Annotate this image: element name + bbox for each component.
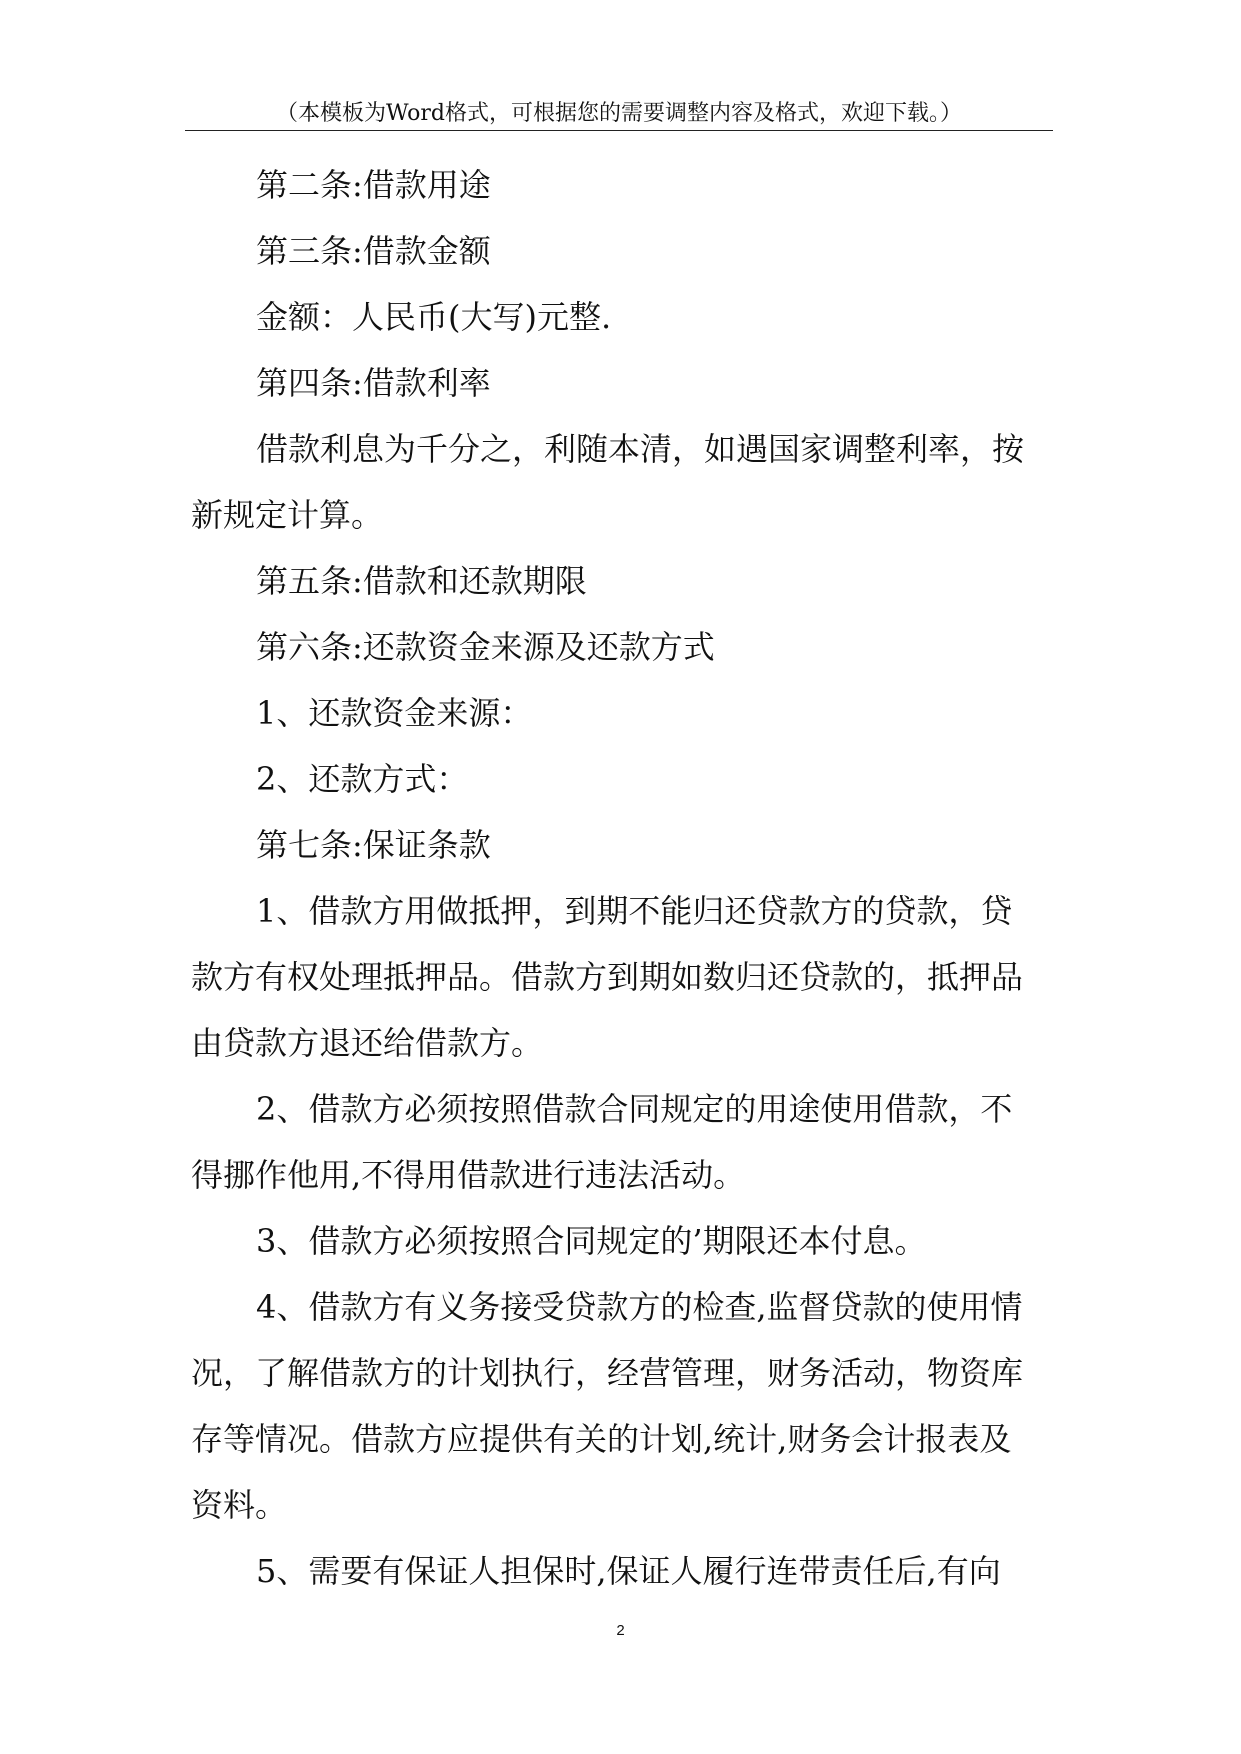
page-number: 2 <box>616 1622 625 1639</box>
clause-1-line: 1、借款方用做抵押，到期不能归还贷款方的贷款，贷 <box>256 892 1013 930</box>
article-3-heading: 第三条:借款金额 <box>256 232 491 270</box>
article-5-heading: 第五条:借款和还款期限 <box>256 562 587 600</box>
article-6-heading: 第六条:还款资金来源及还款方式 <box>256 628 715 666</box>
clause-1-line: 款方有权处理抵押品。借款方到期如数归还贷款的，抵押品 <box>191 958 1024 996</box>
clause-3-line: 3、借款方必须按照合同规定的’期限还本付息。 <box>256 1222 927 1260</box>
clause-4-line: 况，了解借款方的计划执行，经营管理，财务活动，物资库 <box>191 1354 1024 1392</box>
article-4-heading: 第四条:借款利率 <box>256 364 491 402</box>
clause-1-line: 由贷款方退还给借款方。 <box>191 1024 544 1062</box>
clause-4-line: 资料。 <box>191 1486 288 1524</box>
clause-4-line: 存等情况。借款方应提供有关的计划,统计,财务会计报表及 <box>191 1420 1012 1458</box>
article-7-heading: 第七条:保证条款 <box>256 826 491 864</box>
repayment-source-item: 1、还款资金来源： <box>256 694 533 732</box>
interest-paragraph-line: 新规定计算。 <box>191 496 384 534</box>
repayment-method-item: 2、还款方式： <box>256 760 469 798</box>
clause-5-line: 5、需要有保证人担保时,保证人履行连带责任后,有向 <box>256 1552 1001 1590</box>
amount-line: 金额：人民币(大写)元整. <box>256 298 612 336</box>
clause-2-line: 2、借款方必须按照借款合同规定的用途使用借款，不 <box>256 1090 1013 1128</box>
header-divider <box>185 130 1053 131</box>
interest-paragraph-line: 借款利息为千分之，利随本清，如遇国家调整利率，按 <box>256 430 1025 468</box>
clause-4-line: 4、借款方有义务接受贷款方的检查,监督贷款的使用情 <box>256 1288 1023 1326</box>
template-header-note: （本模板为Word格式，可根据您的需要调整内容及格式，欢迎下载。） <box>276 101 962 126</box>
document-body <box>191 152 1053 1604</box>
article-2-heading: 第二条:借款用途 <box>256 166 491 204</box>
clause-2-line: 得挪作他用,不得用借款进行违法活动。 <box>191 1156 746 1194</box>
